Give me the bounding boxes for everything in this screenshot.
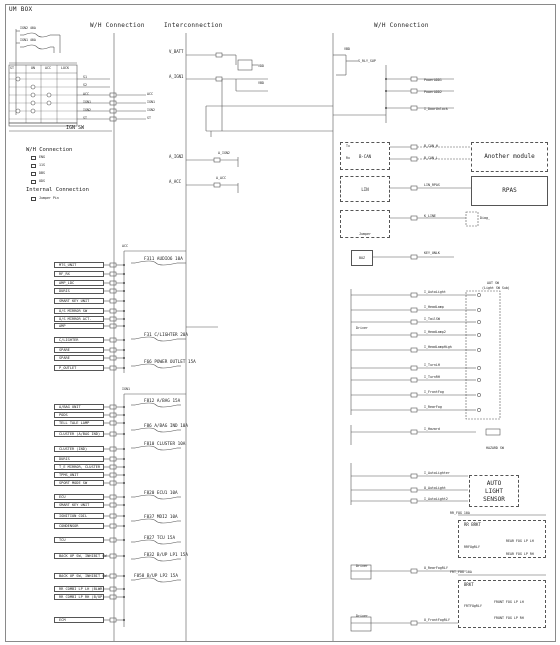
component-outline <box>110 405 116 409</box>
b-can-label: B-CAN <box>358 154 372 159</box>
component-outline <box>214 183 220 187</box>
legend-item: ODS <box>39 179 45 183</box>
interconnection-title: Interconnection <box>164 22 223 29</box>
input-label: A_IGN1 <box>169 74 184 79</box>
jumper-label: Jumper <box>359 232 371 236</box>
wiring-diagram <box>5 4 556 642</box>
component-outline <box>411 216 417 220</box>
junction-dot <box>123 474 125 476</box>
legend-swatch <box>31 180 36 184</box>
component-outline <box>110 495 116 499</box>
junction-dot <box>123 414 125 416</box>
contact-terminal <box>16 77 20 81</box>
contact-terminal <box>477 333 480 336</box>
junction-dot <box>123 496 125 498</box>
ign-sw-col: ACC <box>45 66 51 70</box>
rr-brkt-label: RR BRKT <box>464 522 481 527</box>
ign-sw-net: IGN1 <box>147 100 155 104</box>
legend-swatch <box>31 156 36 160</box>
signal-label: I_TailSW <box>424 317 440 321</box>
load-label: BACK UP SW, INHIBIT SW <box>54 553 104 559</box>
signal-label: I_DoorUnlock <box>424 107 448 111</box>
load-label: DURIS <box>54 456 104 462</box>
signal-label: I_HeadLampHigh <box>424 345 452 349</box>
fuse-label: F311 AUDIO6 10A <box>144 257 183 262</box>
component-outline <box>411 569 417 573</box>
load-label: O/S MIRROR ACT. <box>54 316 104 322</box>
another-module-label: Another module <box>484 153 535 160</box>
component-outline <box>110 324 116 328</box>
component-outline <box>411 106 417 110</box>
fuse-label: F812 A/BAG 15A <box>144 399 181 404</box>
component-outline <box>411 320 417 324</box>
buzzer-label: BUZ <box>359 256 365 260</box>
signal-label: I_AutoLight <box>424 290 446 294</box>
wh-connection-left-title: W/H Connection <box>90 22 145 29</box>
driver-label: Driver <box>356 614 368 618</box>
legend-title: W/H Connection <box>26 147 73 153</box>
signal-label: B_CAN_H <box>424 144 438 148</box>
legend-item: ENG <box>39 155 45 159</box>
junction-dot <box>123 596 125 598</box>
diag-label: Diag_ <box>480 216 490 220</box>
component-outline <box>110 554 116 558</box>
another-module-box <box>471 142 548 172</box>
fuse-label: F810 CLUSTER 10A <box>144 442 186 447</box>
junction-dot <box>123 300 125 302</box>
load-label: RR COMBI LP RH (B/UP) <box>54 594 104 600</box>
ign-sw-row: S2 <box>83 83 87 87</box>
component-outline <box>110 465 116 469</box>
junction-dot <box>123 318 125 320</box>
component-outline <box>110 432 116 436</box>
net-label: VBD <box>344 47 350 51</box>
lamp-label: FRONT FOG LP RH <box>494 616 524 620</box>
ign-sw-col: ON <box>31 66 35 70</box>
component-outline <box>411 308 417 312</box>
contact-terminal <box>31 85 35 89</box>
load-label: T_E MIRROR, CLUSTER <box>54 464 104 470</box>
component-outline <box>411 378 417 382</box>
component-outline <box>110 272 116 276</box>
junction-dot <box>123 290 125 292</box>
junction-dot <box>123 422 125 424</box>
component-outline <box>110 281 116 285</box>
component-outline <box>110 447 116 451</box>
auto-sw-label: AUT SW <box>487 281 499 285</box>
ign-sw-net: IGN2 <box>147 108 155 112</box>
component-outline <box>216 53 222 57</box>
ign-sw-row: ST <box>83 116 87 120</box>
junction-dot <box>123 325 125 327</box>
signal-label: I_AutoLight2 <box>424 497 448 501</box>
component-outline <box>110 109 116 113</box>
fuse-label: F858 B/UP LP2 15A <box>134 574 178 579</box>
junction-dot <box>123 357 125 359</box>
signal-label: I_Hazard <box>424 427 440 431</box>
component-outline <box>110 574 116 578</box>
load-label: CLUSTER (A/BAG IND) <box>54 431 104 437</box>
component-outline <box>411 348 417 352</box>
component-outline <box>110 473 116 477</box>
component-outline <box>411 474 417 478</box>
junction-dot <box>123 339 125 341</box>
fuse-label: FRT_FOG 10A <box>450 570 472 574</box>
component-outline <box>110 538 116 542</box>
load-label: SMART KEY UNIT <box>54 298 104 304</box>
brkt-sub: FRTFOgRLY <box>464 604 482 608</box>
component-outline <box>110 366 116 370</box>
component-outline <box>110 101 116 105</box>
junction-dot <box>123 525 125 527</box>
load-label: ECU <box>54 494 104 500</box>
legend-swatch <box>31 164 36 168</box>
um-box-title: UM BOX <box>9 6 33 13</box>
signal-label: I_TurnLH <box>424 363 440 367</box>
component-outline <box>110 338 116 342</box>
hazard-label: HAZARD SW <box>486 446 504 450</box>
fuse-label: F66 POWER OUTLET 15A <box>144 360 196 365</box>
component-outline <box>411 255 417 259</box>
auto-light-sensor-line: AUTO <box>486 480 502 487</box>
load-label: A/BAG UNIT <box>54 404 104 410</box>
load-label: SPARE <box>54 347 104 353</box>
junction-dot <box>123 575 125 577</box>
lamp-label: REAR FOG LP RH <box>506 552 534 556</box>
component-outline <box>110 263 116 267</box>
contact-terminal <box>477 408 480 411</box>
fuse-symbol <box>24 33 50 37</box>
signal-label: I_RearFog <box>424 405 442 409</box>
junction-dot <box>123 539 125 541</box>
wh-connection-right-title: W/H Connection <box>374 22 429 29</box>
input-label: A_IGN2 <box>169 154 184 159</box>
legend-item: Jumper Pin <box>39 196 59 200</box>
lin-label: LIN <box>361 187 369 192</box>
signal-label: PowerADD1 <box>424 78 442 82</box>
junction-dot <box>123 282 125 284</box>
load-label: AMP <box>54 323 104 329</box>
input-label: A_ACC <box>169 179 182 184</box>
junction-dot <box>123 264 125 266</box>
component-outline <box>110 524 116 528</box>
component-outline <box>110 317 116 321</box>
component-outline <box>411 157 417 161</box>
um-fuse-label: IGN1 40A <box>20 38 36 42</box>
bus-label: IGN1 <box>122 387 130 391</box>
load-label: PODS <box>54 412 104 418</box>
component-outline <box>411 293 417 297</box>
load-label: AMP_LDC <box>54 280 104 286</box>
component-outline <box>110 93 116 97</box>
junction-dot <box>123 504 125 506</box>
fuse-label: F832 B/UP LP1 15A <box>144 553 188 558</box>
contact-terminal <box>477 293 480 296</box>
legend-swatch <box>31 172 36 176</box>
signal-label: I_FrontFog <box>424 390 444 394</box>
junction-dot <box>123 482 125 484</box>
component-outline <box>110 503 116 507</box>
component-outline <box>110 413 116 417</box>
junction-dot <box>123 448 125 450</box>
component-outline <box>411 499 417 503</box>
contact-terminal <box>477 378 480 381</box>
ign-sw-title: IGN SW <box>66 125 85 131</box>
load-label: CONDENSOR <box>54 523 104 529</box>
legend-item: 11S <box>39 163 45 167</box>
component-outline <box>110 117 116 121</box>
junction-dot <box>123 310 125 312</box>
component-outline <box>411 430 417 434</box>
net-label: S_RLY_SUP <box>358 59 376 63</box>
ign-sw-row: ACC <box>83 92 89 96</box>
load-label: DURIS <box>54 288 104 294</box>
component-outline <box>411 186 417 190</box>
junction-dot <box>123 555 125 557</box>
load-label: CLUSTER (IND) <box>54 446 104 452</box>
load-label: TELL TALE LAMP <box>54 420 104 426</box>
signal-label: I_HeadLamp <box>424 305 444 309</box>
signal-label: I_HeadLamp2 <box>424 330 446 334</box>
ign-sw-col: ST <box>10 66 14 70</box>
contact-terminal <box>477 320 480 323</box>
component-outline <box>110 481 116 485</box>
load-label: IGNITION COIL <box>54 513 104 519</box>
lamp-label: FRONT FOG LP LH <box>494 600 524 604</box>
contact-terminal <box>477 366 480 369</box>
jumper-module <box>340 210 390 238</box>
fuse-label: F827 TCU 15A <box>144 536 176 541</box>
component-outline <box>110 587 116 591</box>
driver-label: Driver <box>356 564 368 568</box>
auto-light-sensor-line: LIGHT <box>484 488 504 495</box>
component-outline <box>411 621 417 625</box>
load-label: O/S MIRROR SW <box>54 308 104 314</box>
junction-dot <box>123 367 125 369</box>
legend-internal-title: Internal Connection <box>26 187 89 193</box>
load-label: TCU <box>54 537 104 543</box>
buzzer-box <box>351 250 373 266</box>
signal-label: K_LINE <box>424 214 436 218</box>
ign-sw-net: ACC <box>147 92 153 96</box>
legend-item: DBS <box>39 171 45 175</box>
load-label: RF_RX <box>54 271 104 277</box>
component-outline <box>486 429 500 435</box>
component-outline <box>411 145 417 149</box>
component-outline <box>466 212 478 226</box>
contact-terminal <box>31 93 35 97</box>
component-outline <box>238 60 252 70</box>
rr-brkt-sub: RRFOgRLY <box>464 545 480 549</box>
ign-sw-net: ST <box>147 116 151 120</box>
um-fuse-label: IGN2 40A <box>20 26 36 30</box>
component-outline <box>110 457 116 461</box>
load-label: TPMS_UNIT <box>54 472 104 478</box>
light-sw-label: (Light SW Sub) <box>482 286 510 290</box>
component-outline <box>110 299 116 303</box>
auto-light-sensor-line: SENSOR <box>483 496 505 503</box>
contact-terminal <box>477 348 480 351</box>
signal-label: PowerADD2 <box>424 90 442 94</box>
rpas-label: RPAS <box>502 187 517 194</box>
component-outline <box>411 488 417 492</box>
signal-label: KEY_UNLK <box>424 251 440 255</box>
junction-dot <box>123 458 125 460</box>
component-outline <box>110 309 116 313</box>
component-outline <box>411 89 417 93</box>
net-label: VDD <box>258 64 264 68</box>
junction-dot <box>123 433 125 435</box>
ign-sw-row: IGN1 <box>83 100 91 104</box>
rx-label: Rx <box>346 156 350 160</box>
brkt-label: BRKT <box>464 582 474 587</box>
component-outline <box>110 595 116 599</box>
component-outline <box>411 366 417 370</box>
junction-dot <box>123 406 125 408</box>
signal-label: I_AutoLighter <box>424 471 450 475</box>
component-outline <box>411 408 417 412</box>
load-label: SPARE <box>54 355 104 361</box>
fuse-label: F820 ECU1 10A <box>144 491 178 496</box>
contact-terminal <box>477 308 480 311</box>
component-outline <box>214 158 220 162</box>
signal-label: LIN_RPAS <box>424 183 440 187</box>
load-label: SPORT MODE SW <box>54 480 104 486</box>
contact-terminal <box>16 109 20 113</box>
component-outline <box>110 348 116 352</box>
fuse-label: F837 MDI2 10A <box>144 515 178 520</box>
net-label: A_IGN2 <box>218 151 230 155</box>
ign-sw-row: IGN2 <box>83 108 91 112</box>
component-outline <box>411 333 417 337</box>
contact-terminal <box>47 93 51 97</box>
input-label: V_BATT <box>169 49 184 54</box>
component-outline <box>110 618 116 622</box>
fuse-symbol <box>24 45 50 49</box>
contact-terminal <box>47 101 51 105</box>
load-label: RR COMBI LP LH (BLWR) <box>54 586 104 592</box>
load-label: P_OUTLET <box>54 365 104 371</box>
load-label: ECM <box>54 617 104 623</box>
component-outline <box>411 393 417 397</box>
signal-label: O_RearFogRLY <box>424 566 448 570</box>
bus-label: ACC <box>122 244 128 248</box>
fuse-label: RR_FOG 10A <box>450 511 470 515</box>
component-outline <box>216 77 222 81</box>
rpas-box <box>471 176 548 206</box>
signal-label: B_CAN_L <box>424 156 438 160</box>
junction-dot <box>123 273 125 275</box>
signal-label: I_TurnRH <box>424 375 440 379</box>
component-outline <box>110 289 116 293</box>
tx-label: Tx <box>346 144 350 148</box>
lin-module <box>340 176 390 202</box>
component-outline <box>110 514 116 518</box>
junction-dot <box>123 515 125 517</box>
legend-swatch <box>31 197 36 201</box>
contact-terminal <box>31 109 35 113</box>
contact-terminal <box>31 101 35 105</box>
component-outline <box>110 356 116 360</box>
junction-dot <box>123 349 125 351</box>
junction-dot <box>123 466 125 468</box>
net-label: VBD <box>258 81 264 85</box>
component-outline <box>9 65 77 123</box>
contact-terminal <box>477 393 480 396</box>
fuse-label: F31 C/LIGHTER 20A <box>144 333 188 338</box>
fuse-label: F86 A/BAG IND 10A <box>144 424 188 429</box>
driver-label: Driver <box>356 326 368 330</box>
load-label: C/LIGHTER <box>54 337 104 343</box>
junction-dot <box>123 588 125 590</box>
load-label: MTS_UNIT <box>54 262 104 268</box>
junction-dot <box>123 619 125 621</box>
net-label: A_ACC <box>216 176 226 180</box>
ign-sw-row: S1 <box>83 75 87 79</box>
ign-sw-col: LOCK <box>61 66 69 70</box>
load-label: SMART KEY UNIT <box>54 502 104 508</box>
signal-label: O_FrontFogRLY <box>424 618 450 622</box>
auto-light-sensor-box <box>469 475 519 507</box>
lamp-label: REAR FOG LP LH <box>506 539 534 543</box>
signal-label: O_AutoLight <box>424 486 446 490</box>
component-outline <box>411 77 417 81</box>
load-label: BACK UP SW, INHIBIT SW <box>54 573 104 579</box>
component-outline <box>110 421 116 425</box>
